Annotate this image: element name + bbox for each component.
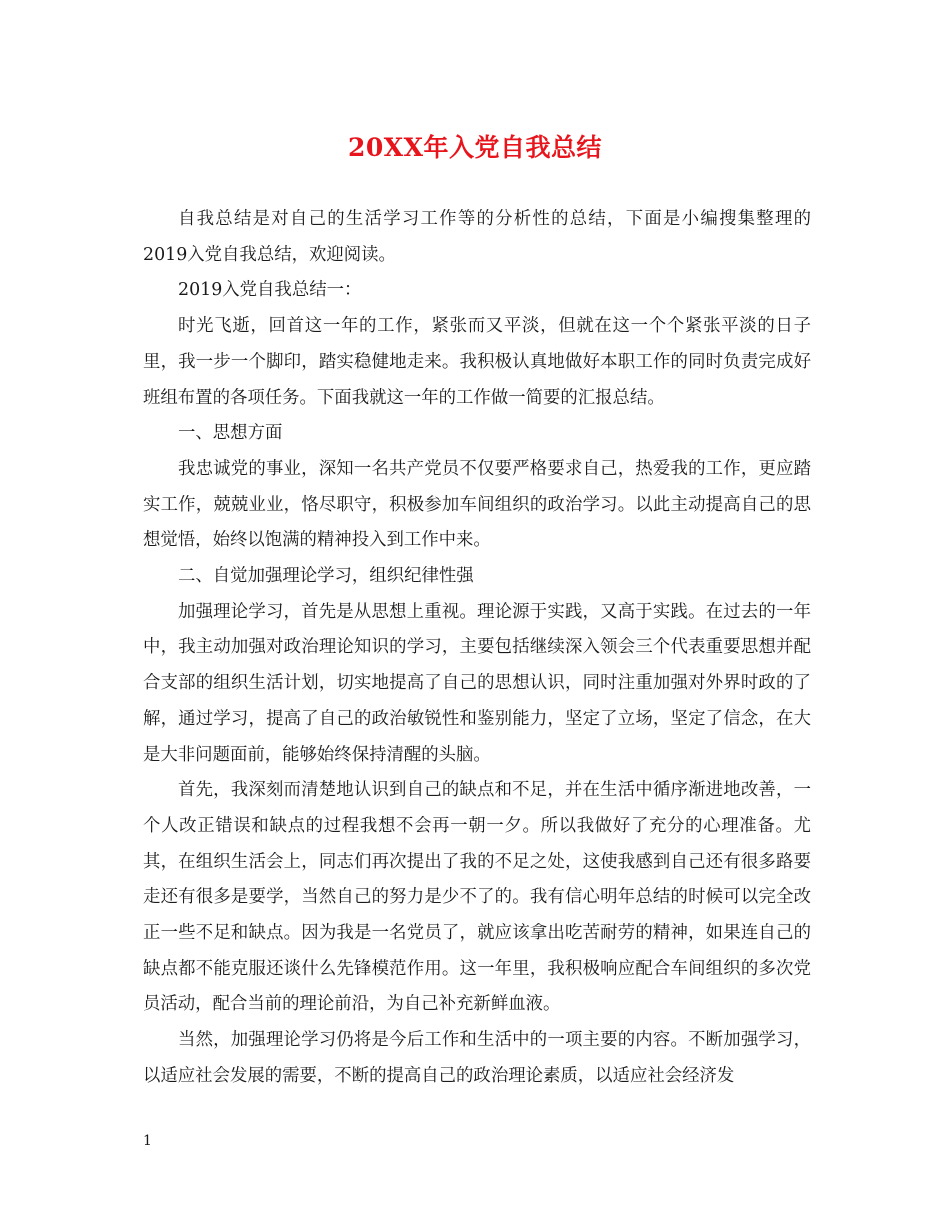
document-title: 20XX年入党自我总结 xyxy=(347,133,603,162)
paragraph-intro: 自我总结是对自己的生活学习工作等的分析性的总结，下面是小编搜集整理的2019入党自我总结，欢迎阅读。 xyxy=(143,209,811,265)
heading-thoughts: 一、思想方面 xyxy=(178,423,283,444)
paragraph-thoughts: 我忠诚党的事业，深知一名共产党员不仅要严格要求自己，热爱我的工作，更应踏实工作，兢兢业业，恪尽职守，积极参加车间组织的政治学习。以此主动提高自己的思想觉悟，始终以饱满的精神投入到工作中来。 xyxy=(143,458,811,551)
paragraph-theory-study: 加强理论学习，首先是从思想上重视。理论源于实践，又高于实践。在过去的一年中，我主动加强对政治理论知识的学习，主要包括继续深入领会三个代表重要思想并配合支部的组织生活计划，切实地提高了自己的思想认识，同时注重加强对外界时政的了解，通过学习，提高了自己的政治敏锐性和鉴别能力，坚定了立场，坚定了信念，在大是大非问题面前，能够始终保持清醒的头脑。 xyxy=(143,601,811,765)
paragraph-continued-study: 当然，加强理论学习仍将是今后工作和生活中的一项主要的内容。不断加强学习，以适应社会发展的需要，不断的提高自己的政治理论素质，以适应社会经济发 xyxy=(143,1030,811,1086)
document-body xyxy=(143,202,811,1095)
paragraph-section-heading: 2019入党自我总结一： xyxy=(178,280,362,301)
heading-theory-study: 二、自觉加强理论学习，组织纪律性强 xyxy=(178,566,474,587)
paragraph-opening: 时光飞逝，回首这一年的工作，紧张而又平淡，但就在这一个个紧张平淡的日子里，我一步一个脚印，踏实稳健地走来。我积极认真地做好本职工作的同时负责完成好班组布置的各项任务。下面我就这一年的工作做一简要的汇报总结。 xyxy=(143,316,811,408)
page-number: 1 xyxy=(143,1133,152,1149)
paragraph-self-improvement: 首先，我深刻而清楚地认识到自己的缺点和不足，并在生活中循序渐进地改善，一个人改正错误和缺点的过程我想不会再一朝一夕。所以我做好了充分的心理准备。尤其，在组织生活会上，同志们再次提出了我的不足之处，这使我感到自己还有很多路要走还有很多是要学，当然自己的努力是少不了的。我有信心明年总结的时候可以完全改正一些不足和缺点。因为我是一名党员了，就应该拿出吃苦耐劳的精神，如果连自己的缺点都不能克服还谈什么先锋模范作用。这一年里，我积极响应配合车间组织的多次党员活动，配合当前的理论前沿，为自己补充新鲜血液。 xyxy=(143,780,811,1015)
